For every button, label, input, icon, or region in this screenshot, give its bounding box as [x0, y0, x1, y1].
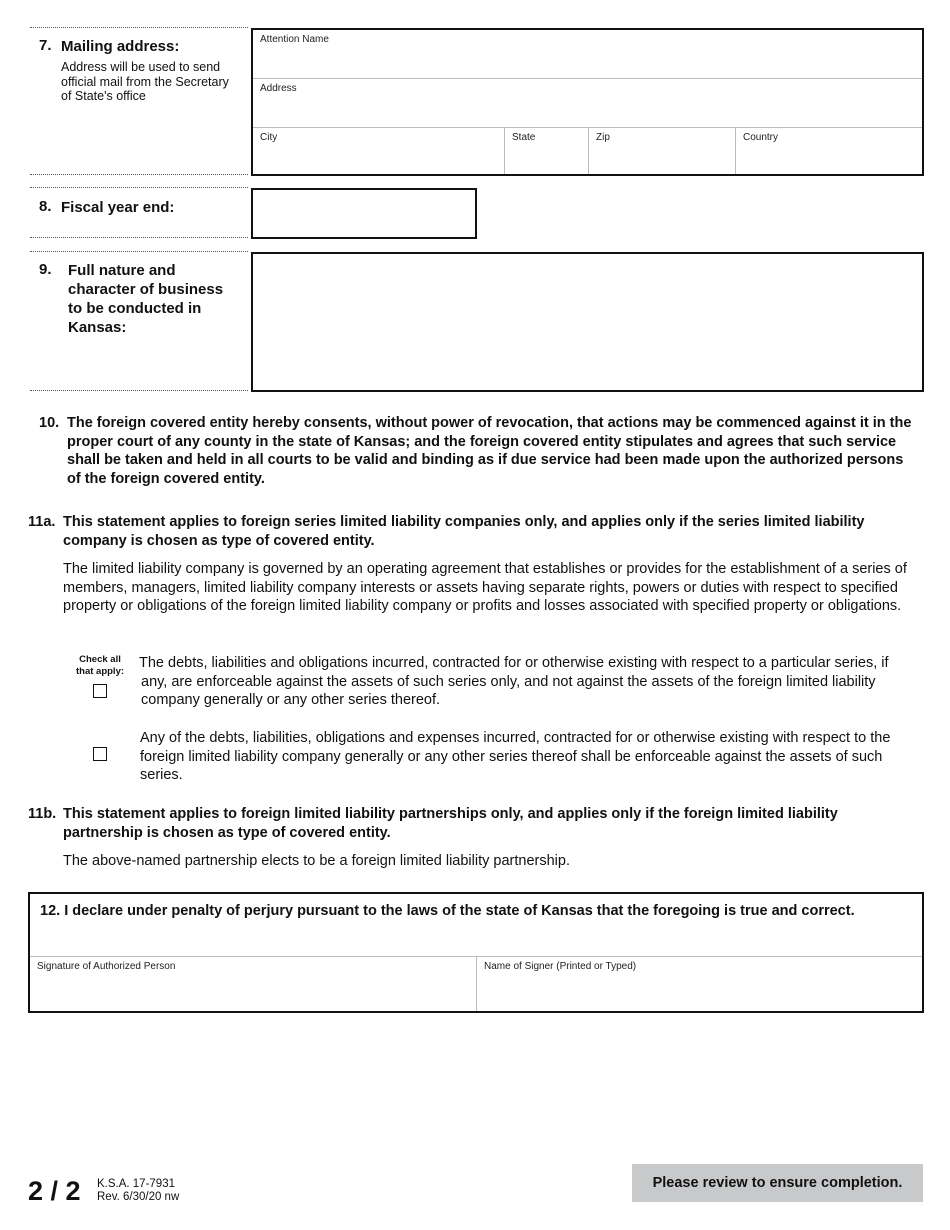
series-option-1-checkbox[interactable] — [93, 684, 107, 698]
check-all-label-line1: Check all — [79, 654, 121, 665]
attention-name-label: Attention Name — [260, 34, 329, 45]
city-input[interactable] — [259, 150, 498, 168]
zip-label: Zip — [596, 132, 610, 143]
check-all-label-line2: that apply: — [75, 666, 125, 677]
dotted-divider — [30, 237, 248, 238]
zip-field[interactable] — [589, 128, 736, 174]
section-10-text: The foreign covered entity hereby consents, without power of revocation, that actions may be commenced against it in the proper court of any county in the state of Kansas; and the foreign covered entity stipulates and agrees that such service shall be taken and held in all courts to be valid and binding as if due service had been made upon the authorized persons of the foreign covered entity. — [67, 415, 912, 487]
revision-ref: Rev. 6/30/20 nw — [97, 1191, 180, 1203]
dotted-divider — [30, 390, 248, 391]
section-10-number: 10. — [39, 415, 60, 431]
section-8-number: 8. — [39, 198, 52, 215]
section-11b-heading-text: This statement applies to foreign limited liability partnerships only, and applies only if the foreign limited liability partnership is chosen as type of covered entity. — [63, 806, 838, 841]
city-field[interactable] — [253, 128, 505, 174]
section-9-title: Full nature and character of business to be conducted in Kansas: — [68, 262, 224, 336]
signer-name-field[interactable] — [477, 956, 922, 1011]
section-7-number: 7. — [39, 37, 52, 54]
section-8-title: Fiscal year end: — [61, 199, 175, 216]
section-12 — [40, 903, 855, 919]
address-label: Address — [260, 83, 297, 94]
country-input[interactable] — [742, 150, 916, 168]
section-11a-heading — [28, 513, 908, 550]
series-option-2-text: Any of the debts, liabilities, obligations and expenses incurred, contracted for or otherwise existing with respect to the foreign limited liability company generally or any other series thereof shall be enforceable against the assets of such series. — [140, 730, 891, 784]
address-field[interactable] — [253, 79, 922, 128]
signer-name-input[interactable] — [483, 987, 916, 1005]
address-input[interactable] — [259, 103, 916, 121]
statute-ref: K.S.A. 17-7931 — [97, 1178, 175, 1190]
business-nature-input[interactable] — [259, 260, 916, 384]
state-label: State — [512, 132, 536, 143]
dotted-divider — [30, 27, 248, 28]
country-label: Country — [743, 132, 779, 143]
fiscal-year-end-field[interactable] — [251, 188, 477, 239]
page-number: 2 / 2 — [28, 1176, 81, 1206]
series-option-1-text: The debts, liabilities and obligations incurred, contracted for or otherwise existing with respect to a particular series, if any, are enforceable against the assets of such series only, and not against the assets of the foreign limited liability company generally or any other series thereof. — [139, 655, 889, 709]
fiscal-year-end-input[interactable] — [259, 205, 469, 223]
section-12-text: I declare under penalty of perjury pursuant to the laws of the state of Kansas that the foregoing is true and correct. — [64, 903, 855, 919]
declaration-box — [28, 892, 924, 1013]
state-input[interactable] — [511, 150, 582, 168]
section-11a-body: The limited liability company is governed by an operating agreement that establishes or provides for the establishment of a series of members, managers, limited liability company interests or assets having separate rights, powers or duties with respect to specified property or obligations of the foreign limited liability company or profits and losses associated with specified property or obligations. — [63, 561, 907, 615]
business-nature-field[interactable] — [251, 252, 924, 392]
footer-statute — [97, 1178, 179, 1204]
city-label: City — [260, 132, 278, 143]
dotted-divider — [30, 251, 248, 252]
zip-input[interactable] — [595, 150, 729, 168]
series-option-2-checkbox[interactable] — [93, 747, 107, 761]
review-completion-button[interactable]: Please review to ensure completion. — [632, 1164, 923, 1202]
section-7-title: Mailing address: — [61, 38, 180, 55]
state-field[interactable] — [505, 128, 589, 174]
section-11b-body: The above-named partnership elects to be a foreign limited liability partnership. — [63, 853, 570, 869]
section-7-note: Address will be used to send official mail from the Secretary of State's office — [61, 60, 229, 103]
dotted-divider — [30, 174, 248, 175]
signer-name-label: Name of Signer (Printed or Typed) — [484, 961, 637, 972]
signature-input[interactable] — [36, 987, 470, 1005]
section-10 — [39, 414, 919, 488]
section-11b-number: 11b. — [28, 806, 57, 822]
attention-name-field[interactable] — [253, 30, 922, 79]
section-9-number: 9. — [39, 261, 52, 278]
section-11a-number: 11a. — [28, 514, 56, 530]
section-12-number: 12. — [40, 903, 61, 919]
country-field[interactable] — [736, 128, 922, 174]
signature-label: Signature of Authorized Person — [37, 961, 176, 972]
signature-field[interactable] — [30, 956, 477, 1011]
check-all-label — [72, 654, 128, 678]
section-11b-heading — [28, 805, 908, 842]
attention-name-input[interactable] — [259, 54, 916, 72]
dotted-divider — [30, 187, 248, 188]
section-11a-heading-text: This statement applies to foreign series limited liability companies only, and applies only if the series limited liability company is chosen as type of covered entity. — [63, 514, 865, 549]
mailing-address-box — [251, 28, 924, 176]
